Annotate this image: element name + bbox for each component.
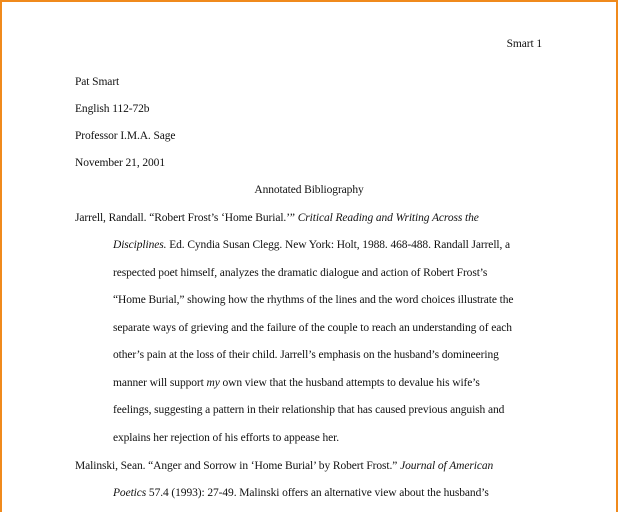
professor-name: Professor I.M.A. Sage xyxy=(75,130,176,142)
bibliography-entry-line: feelings, suggesting a pattern in their relationship that has caused previous anguish and xyxy=(113,404,505,416)
bibliography-entry-line: explains her rejection of his efforts to appease her. xyxy=(113,432,340,444)
running-head: Smart 1 xyxy=(506,38,542,50)
entry-title-italic: Journal of American xyxy=(400,460,494,472)
bibliography-entry-line: other’s pain at the loss of their child. Jarrell’s emphasis on the husband’s domineering xyxy=(113,349,499,361)
course-name: English 112-72b xyxy=(75,103,150,115)
bibliography-entry-line xyxy=(113,487,489,499)
entry-title-italic: Disciplines. xyxy=(113,239,167,251)
author-name: Pat Smart xyxy=(75,76,120,88)
entry-text: 57.4 (1993): 27-49. Malinski offers an alternative view about the husband’s xyxy=(146,487,489,499)
entry-text: manner will support xyxy=(113,377,207,389)
paper-date: November 21, 2001 xyxy=(75,157,165,169)
page-title: Annotated Bibliography xyxy=(254,184,364,196)
entry-text: Malinski, Sean. “Anger and Sorrow in ‘Home Burial’ by Robert Frost.” xyxy=(75,460,401,472)
bibliography-entry-line xyxy=(113,239,510,251)
bibliography-entry-line: “Home Burial,” showing how the rhythms of the lines and the word choices illustrate the xyxy=(113,294,514,306)
entry-text: Jarrell, Randall. “Robert Frost’s ‘Home Burial.’” xyxy=(75,212,298,224)
entry-text: own view that the husband attempts to devalue his wife’s xyxy=(219,377,480,389)
entry-title-italic: Poetics xyxy=(113,487,147,499)
entry-title-italic: Critical Reading and Writing Across the xyxy=(297,212,479,224)
bibliography-entry-line: respected poet himself, analyzes the dramatic dialogue and action of Robert Frost’s xyxy=(113,267,488,279)
entry-text: Ed. Cyndia Susan Clegg. New York: Holt, 1988. 468-488. Randall Jarrell, a xyxy=(166,239,511,251)
bibliography-entry-line: separate ways of grieving and the failure of the couple to reach an understanding of each xyxy=(113,322,512,334)
bibliography-entry-line xyxy=(75,212,479,224)
bibliography-entry-line xyxy=(113,377,480,389)
bibliography-entry-line xyxy=(75,460,493,472)
entry-emphasis-italic: my xyxy=(206,377,220,389)
document-page xyxy=(2,2,616,512)
